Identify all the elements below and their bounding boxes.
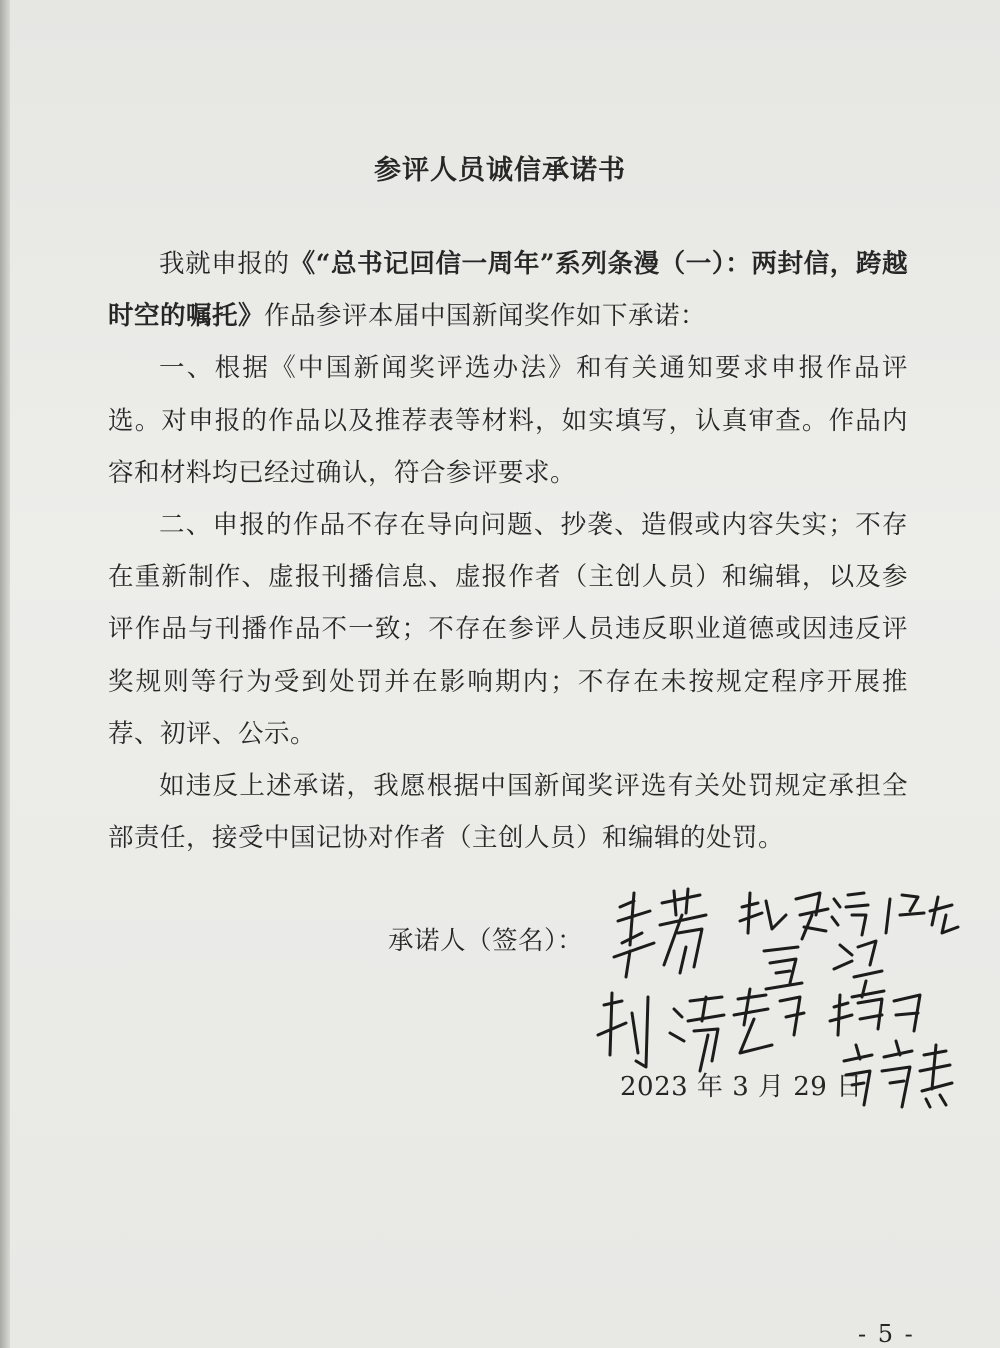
commitment-paragraph-1: 一、根据《中国新闻奖评选办法》和有关通知要求申报作品评选。对申报的作品以及推荐表等材料，如实填写，认真审查。作品内容和材料均已经过确认，符合参评要求。: [108, 353, 908, 488]
document-title: 参评人员诚信承诺书: [374, 155, 626, 186]
commitment-paragraph-3: 如违反上述承诺，我愿根据中国新闻奖评选有关处罚规定承担全部责任，接受中国记协对作者（主创人员）和编辑的处罚。: [108, 771, 908, 854]
signature-label: 承诺人（签名）：: [388, 926, 584, 956]
intro-prefix: 我就申报的: [159, 249, 290, 279]
intro-suffix: 作品参评本届中国新闻奖作如下承诺：: [264, 301, 707, 332]
page-edge-shadow: [0, 0, 10, 1348]
work-title: 《“总书记回信一周年”系列条漫（一）：两封信，跨越时空的嘱托》: [108, 249, 908, 332]
signature-date: 2023 年 3 月 29 日: [620, 1072, 863, 1102]
page-number: - 5 -: [858, 1320, 915, 1348]
intro-paragraph: [108, 238, 908, 342]
document-body: [108, 238, 908, 864]
commitment-paragraph-2: 二、申报的作品不存在导向问题、抄袭、造假或内容失实；不存在重新制作、虚报刊播信息、虚报作者（主创人员）和编辑，以及参评作品与刊播作品不一致；不存在参评人员违反职业道德或因违反评奖规则等行为受到处罚并在影响期内；不存在未按规定程序开展推荐、初评、公示。: [108, 510, 908, 749]
